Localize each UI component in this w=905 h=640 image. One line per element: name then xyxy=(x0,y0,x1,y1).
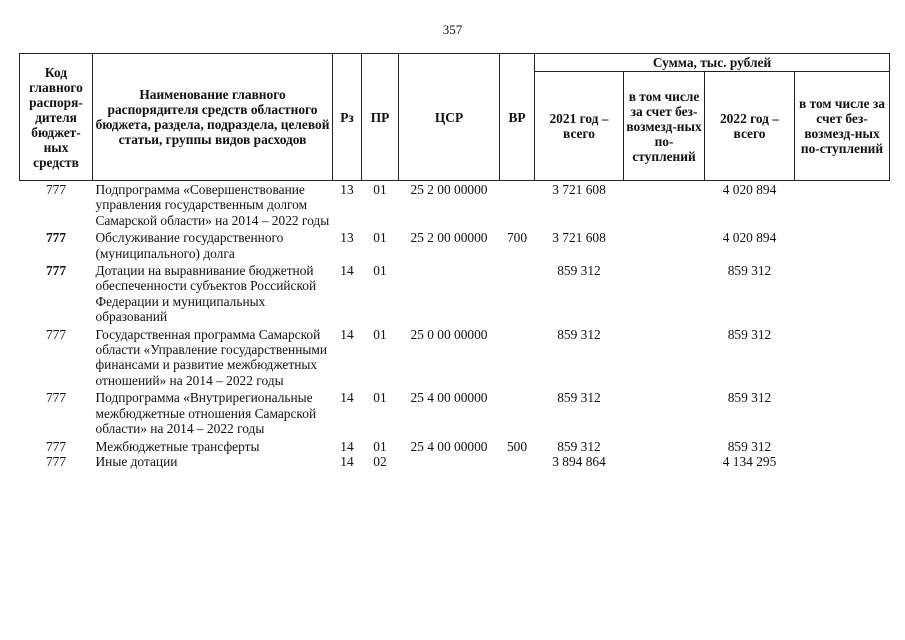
row-rz: 13 xyxy=(340,182,354,197)
row-2022-gratuitous xyxy=(795,327,890,389)
table-row xyxy=(20,263,890,325)
budget-table xyxy=(19,53,890,469)
row-vr xyxy=(500,327,535,389)
header-code: Код главного распоря-дителя бюджет-ных средств xyxy=(20,54,93,181)
table-row xyxy=(20,181,890,229)
row-pr: 01 xyxy=(373,230,387,246)
header-2021-gratuitous: в том числе за счет без-возмезд-ных по-ступлений xyxy=(624,72,705,181)
row-2022-gratuitous xyxy=(795,390,890,436)
header-name: Наименование главного распорядителя средств областного бюджета, раздела, подраздела, целевой статьи, группы видов расходов xyxy=(93,54,333,181)
row-name: Межбюджетные трансферты xyxy=(95,438,260,454)
row-2022-total: 859 312 xyxy=(727,390,772,406)
row-pr: 01 xyxy=(373,263,387,279)
row-2021-total: 859 312 xyxy=(557,263,601,279)
header-2021-total: 2021 год – всего xyxy=(535,72,624,181)
header-2022-total: 2022 год – всего xyxy=(705,72,795,181)
row-2021-total: 3 721 608 xyxy=(552,182,606,197)
table-row xyxy=(20,454,890,469)
table-row xyxy=(20,390,890,436)
header-2022-gratuitous: в том числе за счет без-возмезд-ных по-ступлений xyxy=(795,72,890,181)
row-code: 777 xyxy=(45,263,67,279)
row-2022-gratuitous xyxy=(795,230,890,261)
header-rz: Рз xyxy=(333,54,362,181)
row-rz: 14 xyxy=(340,263,354,279)
row-2021-gratuitous xyxy=(624,454,705,469)
row-code: 777 xyxy=(45,326,67,342)
row-2021-gratuitous xyxy=(624,230,705,261)
row-rz: 14 xyxy=(340,453,354,469)
row-vr: 500 xyxy=(506,438,528,454)
row-2022-gratuitous xyxy=(795,263,890,325)
row-name: Подпрограмма «Внутрирегиональные межбюджетные отношения Самарской области» на 2014 – 2022 годы xyxy=(95,390,317,437)
row-pr: 01 xyxy=(373,182,387,197)
row-2022-total: 4 134 295 xyxy=(722,453,777,469)
row-vr xyxy=(500,263,535,325)
header-csr: ЦСР xyxy=(399,54,500,181)
row-vr: 700 xyxy=(506,230,528,246)
row-name: Обслуживание государственного (муниципального) долга xyxy=(95,230,284,261)
row-2021-gratuitous xyxy=(624,181,705,229)
row-2021-total: 859 312 xyxy=(557,438,601,454)
row-2022-gratuitous xyxy=(795,439,890,454)
row-2022-gratuitous xyxy=(795,181,890,229)
row-csr: 25 0 00 00000 xyxy=(410,326,488,342)
row-2021-total: 3 894 864 xyxy=(552,453,606,469)
header-pr: ПР xyxy=(362,54,399,181)
header-sum: Сумма, тыс. рублей xyxy=(535,54,890,72)
row-vr xyxy=(500,454,535,469)
row-csr: 25 2 00 00000 xyxy=(410,182,488,197)
row-code: 777 xyxy=(45,182,67,197)
row-name: Государственная программа Самарской области «Управление государственными финансами и развитие межбюджетных отношений» на 2014 – 2022 годы xyxy=(95,326,328,388)
row-pr: 02 xyxy=(373,453,387,469)
row-csr xyxy=(399,454,500,469)
row-code: 777 xyxy=(45,390,67,406)
row-2022-gratuitous xyxy=(795,454,890,469)
row-code: 777 xyxy=(45,230,67,246)
row-csr: 25 2 00 00000 xyxy=(410,230,488,246)
table-body xyxy=(20,181,890,470)
row-name: Дотации на выравнивание бюджетной обеспеченности субъектов Российской Федерации и муниципальных образований xyxy=(95,263,317,325)
row-2021-gratuitous xyxy=(624,327,705,389)
row-rz: 14 xyxy=(340,390,354,406)
table-row xyxy=(20,230,890,261)
row-csr xyxy=(399,263,500,325)
row-pr: 01 xyxy=(373,438,387,454)
page-number: 357 xyxy=(442,22,463,37)
row-rz: 13 xyxy=(340,230,354,246)
table-header xyxy=(20,54,890,181)
row-csr: 25 4 00 00000 xyxy=(410,438,488,454)
row-name: Подпрограмма «Совершенствование управления государственным долгом Самарской области» на 2014 – 2022 годы xyxy=(95,182,330,228)
row-rz: 14 xyxy=(340,438,354,454)
row-2021-total: 859 312 xyxy=(557,390,601,406)
row-2021-gratuitous xyxy=(624,263,705,325)
row-pr: 01 xyxy=(373,390,387,406)
row-2021-total: 3 721 608 xyxy=(552,230,606,246)
row-2021-total: 859 312 xyxy=(557,326,601,342)
row-2021-gratuitous xyxy=(624,390,705,436)
row-pr: 01 xyxy=(373,326,387,342)
row-vr xyxy=(500,181,535,229)
table-row xyxy=(20,327,890,389)
row-code: 777 xyxy=(45,438,67,454)
row-2022-total: 4 020 894 xyxy=(722,230,777,246)
row-2022-total: 4 020 894 xyxy=(722,182,777,197)
row-code: 777 xyxy=(45,453,67,469)
row-2021-gratuitous xyxy=(624,439,705,454)
row-2022-total: 859 312 xyxy=(727,326,772,342)
row-2022-total: 859 312 xyxy=(727,438,772,454)
row-vr xyxy=(500,390,535,436)
row-rz: 14 xyxy=(340,326,354,342)
row-csr: 25 4 00 00000 xyxy=(410,390,488,406)
table-row xyxy=(20,439,890,454)
row-name: Иные дотации xyxy=(95,453,178,469)
row-2022-total: 859 312 xyxy=(727,263,772,279)
header-vr: ВР xyxy=(500,54,535,181)
